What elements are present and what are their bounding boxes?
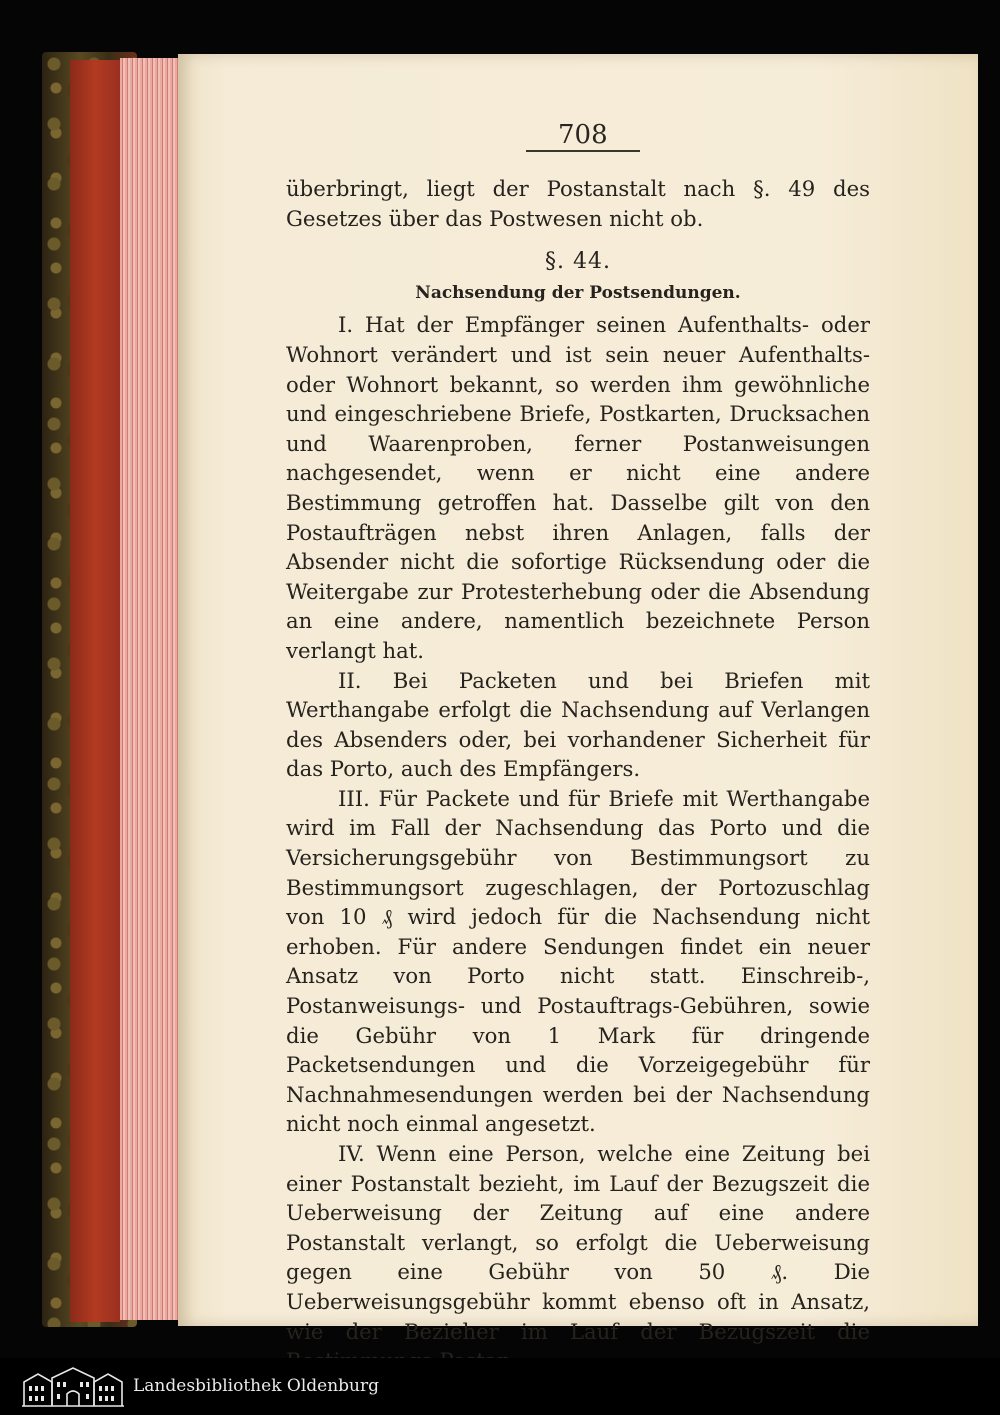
page-number: 708 <box>558 120 608 150</box>
section-title: Nachsendung der Postsendungen. <box>415 282 741 303</box>
paragraph-1: I. Hat der Empfänger seinen Aufenthalts- oder Wohnort verändert und ist sein neuer Aufenthalts- oder Wohnort bekannt, so werden ihm gewöhnliche und eingeschriebene Briefe, Postkarten, Drucksachen und Waarenproben, ferner Postanweisungen nachgesendet, wenn er nicht eine andere Bestimmung getroffen hat. Dasselbe gilt von den Postaufträgen nebst ihren Anlagen, falls der Absender nicht die sofortige Rücksendung oder die Weitergabe zur Protesterhebung oder die Absendung an eine andere, namentlich bezeichnete Person verlangt hat. <box>286 312 870 663</box>
footer-bar <box>0 1358 1000 1415</box>
paragraph-4: IV. Wenn eine Person, welche eine Zeitung bei einer Postanstalt bezieht, im Lauf der Bezugszeit die Ueberweisung der Zeitung auf eine andere Postanstalt verlangt, so erfolgt die Ueberweisung gegen eine Gebühr von 50 ₰. Die Ueberweisungsgebühr kommt ebenso oft in Ansatz, wie der Bezieher im Lauf der Bezugszeit die <box>286 1141 870 1344</box>
paragraph-2: II. Bei Packeten und bei Briefen mit Werthangabe erfolgt die Nachsendung auf Verlangen des Absenders oder, bei vorhandener Sicherheit für das Porto, auch des Empfängers. <box>286 667 870 782</box>
library-name: Landesbibliothek Oldenburg <box>133 1376 380 1396</box>
page-edges <box>120 58 180 1320</box>
library-building-icon <box>20 1364 126 1408</box>
paragraph-continuation: überbringt, liegt der Postanstalt nach §. 49 des Gesetzes über das Postwesen nicht ob. <box>286 176 870 231</box>
paragraph-3: III. Für Packete und für Briefe mit Werthangabe wird im Fall der Nachsendung das Porto und die Versicherungsgebühr von Bestimmungsort zu Bestimmungsort zugeschlagen, der Portozuschlag von 10 ₰ wird jedoch für die Nachsendung nicht erhoben. Für andere Sendungen findet ein neuer Ansatz von Porto nicht statt. Einschreib-, Postanweisungs- und Postauftrags-Gebühren, sowie die Gebühr von 1 Mark für dringende Packetsendungen und die Vorzeigegebühr für Nachnahmesendungen werden bei der Nachsendung nicht noch einmal angesetzt. <box>286 785 870 1137</box>
book-page <box>178 54 978 1344</box>
page-text <box>286 174 870 1376</box>
section-number: §. 44. <box>545 249 611 275</box>
book-spine-edge <box>70 60 120 1322</box>
header-rule <box>526 150 640 152</box>
